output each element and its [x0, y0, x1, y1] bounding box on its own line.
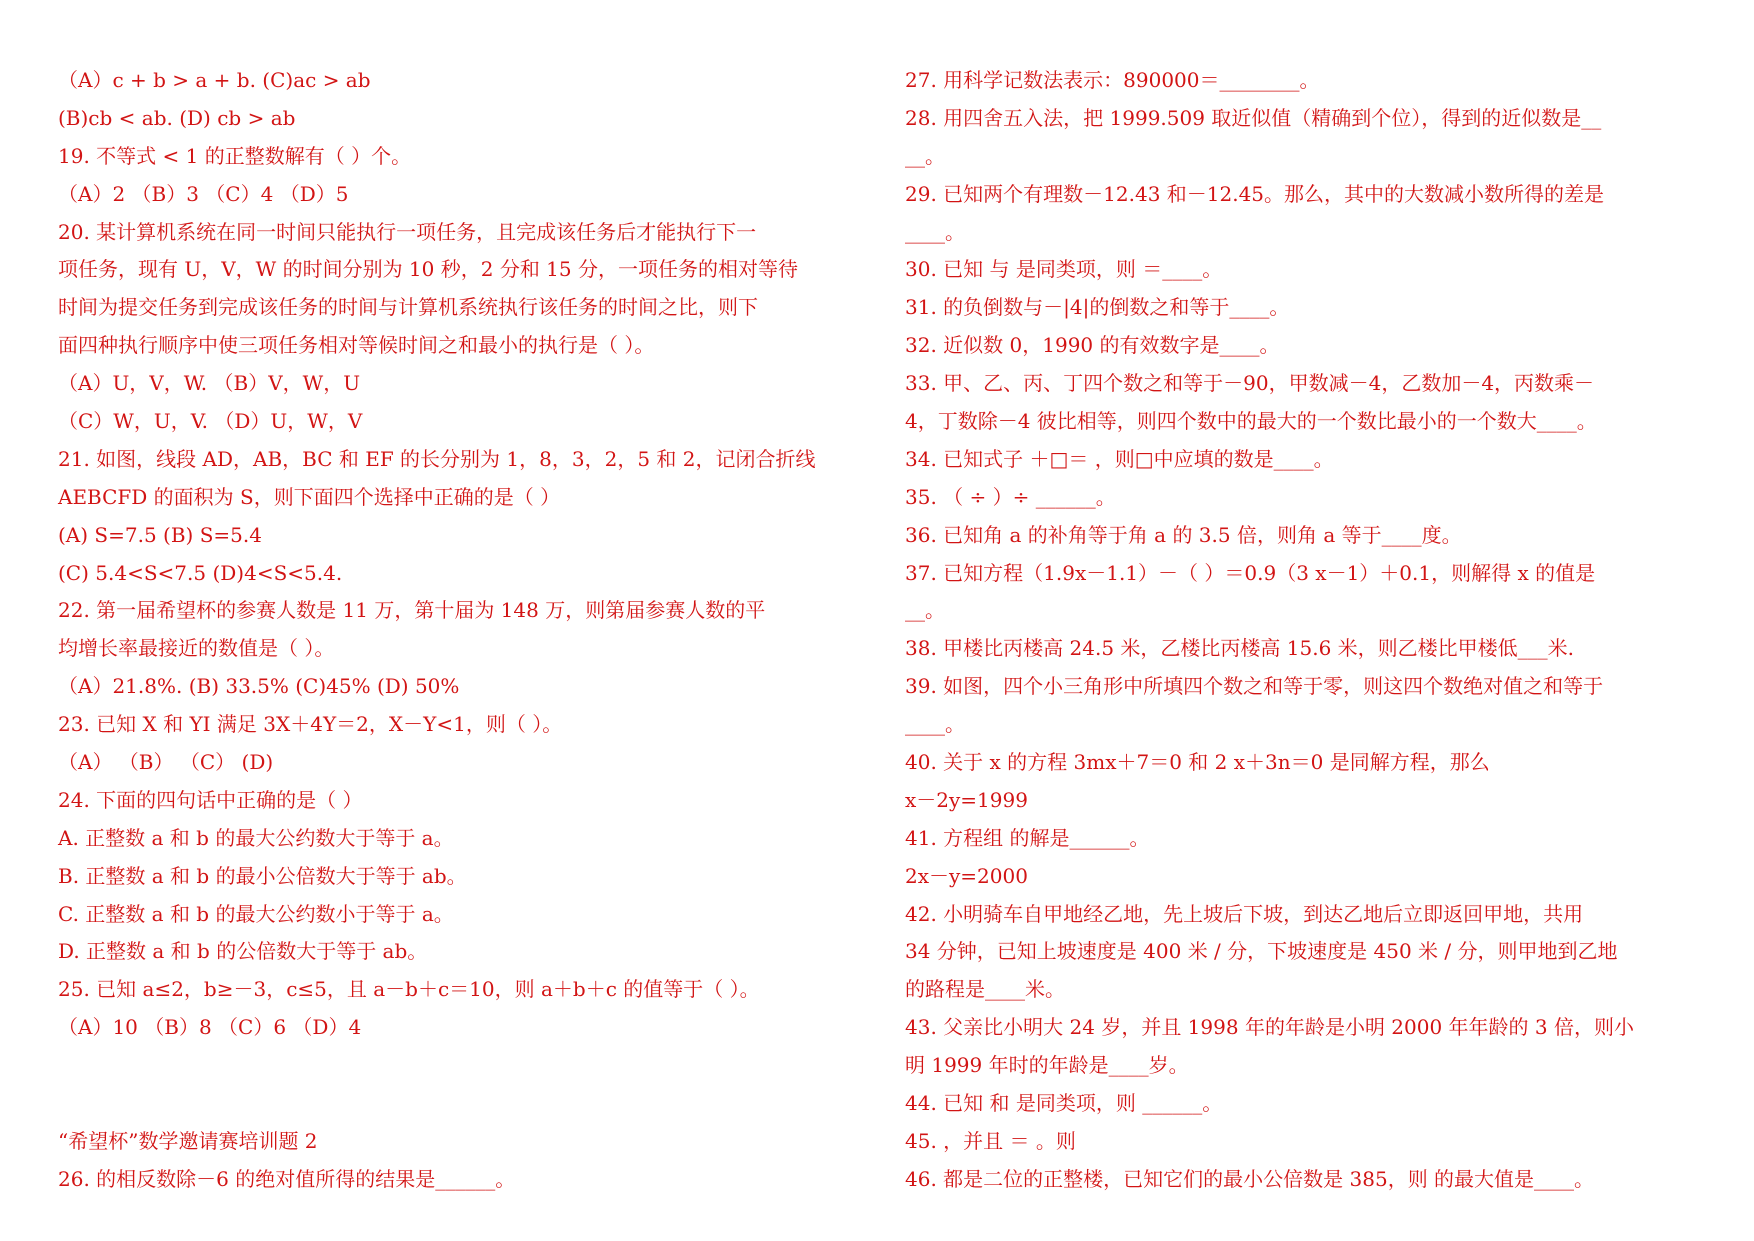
text-line: 33. 甲、乙、丙、丁四个数之和等于－90，甲数减－4，乙数加－4，丙数乘－ [905, 371, 1595, 396]
text-line: B. 正整数 a 和 b 的最小公倍数大于等于 ab。 [58, 863, 467, 888]
text-line: “希望杯”数学邀请赛培训题 2 [58, 1128, 318, 1153]
text-line: 28. 用四舍五入法，把 1999.509 取近似值（精确到个位），得到的近似数是__ [905, 105, 1602, 130]
text-line: 43. 父亲比小明大 24 岁，并且 1998 年的年龄是小明 2000 年年龄的 3 倍，则小 [905, 1015, 1634, 1040]
text-line: 41. 方程组 的解是______。 [905, 825, 1150, 850]
text-line: 32. 近似数 0，1990 的有效数字是____。 [905, 333, 1280, 358]
text-line: （A） （B） （C） (D) [58, 750, 274, 775]
text-line: 40. 关于 x 的方程 3mx＋7＝0 和 2 x＋3n＝0 是同解方程，那么 [905, 750, 1490, 775]
text-line: 44. 已知 和 是同类项，则 ______。 [905, 1091, 1223, 1116]
text-line: （A）10 （B）8 （C）6 （D）4 [58, 1015, 362, 1040]
text-line: 明 1999 年时的年龄是____岁。 [905, 1053, 1189, 1078]
text-line: (C) 5.4<S<7.5 (D)4<S<5.4. [58, 560, 343, 585]
text-line: __。 [905, 143, 945, 168]
text-line: 27. 用科学记数法表示：890000＝________。 [905, 68, 1320, 92]
text-line: ____。 [905, 219, 965, 244]
text-line: 均增长率最接近的数值是（ ）。 [58, 636, 335, 661]
text-line: 45. ，并且 ＝ 。则 [905, 1128, 1076, 1153]
text-line: （C）W，U，V. （D）U，W，V [58, 409, 363, 434]
text-line: 30. 已知 与 是同类项，则 ＝____。 [905, 257, 1223, 282]
text-line: x－2y=1999 [905, 787, 1028, 812]
text-line: 4，丁数除－4 彼比相等，则四个数中的最大的一个数比最小的一个数大____。 [905, 409, 1597, 434]
text-line: D. 正整数 a 和 b 的公倍数大于等于 ab。 [58, 939, 428, 964]
text-line: 34. 已知式子 ＋□＝ ，则□中应填的数是____。 [905, 446, 1334, 471]
text-line: A. 正整数 a 和 b 的最大公约数大于等于 a。 [58, 825, 454, 850]
text-line: 36. 已知角 a 的补角等于角 a 的 3.5 倍，则角 a 等于____度。 [905, 522, 1462, 547]
text-line: ____。 [905, 712, 965, 737]
text-line: AEBCFD 的面积为 S，则下面四个选择中正确的是（ ） [58, 484, 561, 509]
text-line: （A）c + b > a + b. (C)ac > ab [58, 68, 371, 92]
text-line: 31. 的负倒数与－|4|的倒数之和等于____。 [905, 295, 1290, 320]
left-column [58, 62, 848, 1199]
text-line: 42. 小明骑车自甲地经乙地，先上坡后下坡，到达乙地后立即返回甲地，共用 [905, 901, 1584, 926]
text-line: 20. 某计算机系统在同一时间只能执行一项任务，且完成该任务后才能执行下一 [58, 219, 757, 244]
text-line: 46. 都是二位的正整楼，已知它们的最小公倍数是 385，则 的最大值是____。 [905, 1166, 1595, 1191]
text-line: （A）2 （B）3 （C）4 （D）5 [58, 181, 349, 206]
text-line: (B)cb < ab. (D) cb > ab [58, 105, 296, 130]
text-line: 25. 已知 a≤2，b≥－3，c≤5，且 a－b＋c＝10，则 a＋b＋c 的值等于（ ）。 [58, 977, 760, 1002]
right-column [905, 62, 1695, 1199]
text-line: 37. 已知方程（1.9x－1.1）－（ ）＝0.9（3 x－1）＋0.1，则解得 x 的值是 [905, 560, 1596, 585]
text-line: 的路程是____米。 [905, 977, 1065, 1002]
text-line: 项任务，现有 U，V，W 的时间分别为 10 秒，2 分和 15 分，一项任务的相对等待 [58, 257, 798, 282]
text-line: 39. 如图，四个小三角形中所填四个数之和等于零，则这四个数绝对值之和等于 [905, 674, 1604, 699]
text-line: 2x－y=2000 [905, 863, 1028, 888]
text-line: 21. 如图，线段 AD，AB，BC 和 EF 的长分别为 1，8，3，2，5 和 2，记闭合折线 [58, 446, 816, 471]
text-line: (A) S=7.5 (B) S=5.4 [58, 522, 262, 547]
text-line: 29. 已知两个有理数－12.43 和－12.45。那么，其中的大数减小数所得的差是 [905, 181, 1605, 206]
text-line: （A）21.8%. (B) 33.5% (C)45% (D) 50% [58, 674, 460, 699]
text-line: 面四种执行顺序中使三项任务相对等候时间之和最小的执行是（ ）。 [58, 333, 655, 358]
text-line: 24. 下面的四句话中正确的是（ ） [58, 787, 363, 812]
text-line [58, 1047, 848, 1085]
text-line: （A）U，V，W. （B）V，W，U [58, 371, 361, 396]
text-line [58, 1085, 848, 1123]
text-line: 23. 已知 X 和 YI 满足 3X＋4Y＝2，X－Y<1，则（ ）。 [58, 712, 563, 737]
text-line: 19. 不等式 < 1 的正整数解有（ ）个。 [58, 143, 412, 168]
text-line: 26. 的相反数除－6 的绝对值所得的结果是______。 [58, 1166, 516, 1191]
text-line: __。 [905, 598, 945, 623]
text-line: 22. 第一届希望杯的参赛人数是 11 万，第十届为 148 万，则第届参赛人数的平 [58, 598, 766, 623]
text-line: 38. 甲楼比丙楼高 24.5 米，乙楼比丙楼高 15.6 米，则乙楼比甲楼低___米. [905, 636, 1575, 661]
text-line: 34 分钟，已知上坡速度是 400 米 / 分，下坡速度是 450 米 / 分，则甲地到乙地 [905, 939, 1618, 964]
text-line: C. 正整数 a 和 b 的最大公约数小于等于 a。 [58, 901, 454, 926]
text-line: 35. （ ÷ ）÷ ______。 [905, 484, 1116, 509]
text-line: 时间为提交任务到完成该任务的时间与计算机系统执行该任务的时间之比，则下 [58, 295, 758, 320]
